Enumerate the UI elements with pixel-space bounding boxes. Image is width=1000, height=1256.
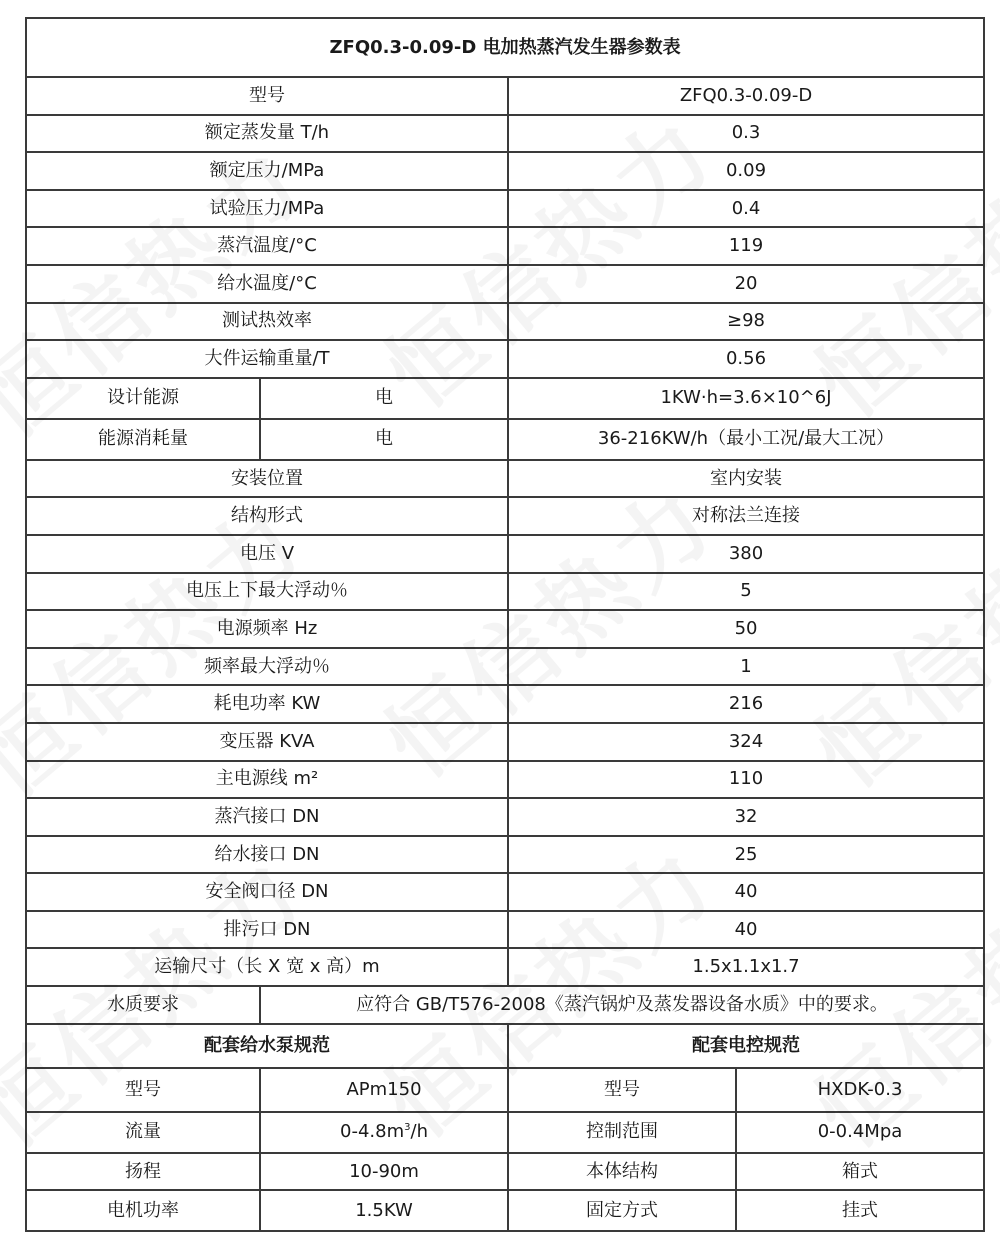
row-label: 安装位置 bbox=[26, 460, 508, 498]
table-row bbox=[26, 1068, 984, 1112]
table-row bbox=[26, 873, 984, 911]
pump-value: APm150 bbox=[260, 1068, 508, 1112]
table-row bbox=[26, 460, 984, 498]
pump-value: 1.5KW bbox=[260, 1190, 508, 1231]
pump-label: 扬程 bbox=[26, 1153, 260, 1191]
row-value: 32 bbox=[508, 798, 984, 836]
table-row bbox=[26, 115, 984, 153]
table-row bbox=[26, 152, 984, 190]
row-label: 运输尺寸（长 X 宽 x 高）m bbox=[26, 948, 508, 986]
control-value: HXDK-0.3 bbox=[736, 1068, 984, 1112]
row-label: 排污口 DN bbox=[26, 911, 508, 949]
table-row bbox=[26, 911, 984, 949]
table-row-water-quality bbox=[26, 986, 984, 1024]
row-label: 主电源线 m² bbox=[26, 761, 508, 799]
row-value: 室内安装 bbox=[508, 460, 984, 498]
table-row bbox=[26, 610, 984, 648]
row-value: 25 bbox=[508, 836, 984, 874]
row-value: 0.09 bbox=[508, 152, 984, 190]
pump-label: 流量 bbox=[26, 1112, 260, 1153]
row-label: 试验压力/MPa bbox=[26, 190, 508, 228]
row-label: 额定压力/MPa bbox=[26, 152, 508, 190]
table-title: ZFQ0.3-0.09-D 电加热蒸汽发生器参数表 bbox=[26, 18, 984, 77]
row-label: 给水温度/°C bbox=[26, 265, 508, 303]
table-row bbox=[26, 77, 984, 115]
row-label: 设计能源 bbox=[26, 378, 260, 419]
row-label: 能源消耗量 bbox=[26, 419, 260, 460]
pump-value bbox=[260, 1112, 508, 1153]
row-value: 1 bbox=[508, 648, 984, 686]
energy-type: 电 bbox=[260, 419, 508, 460]
row-label: 测试热效率 bbox=[26, 303, 508, 341]
row-value: 0.4 bbox=[508, 190, 984, 228]
row-label: 蒸汽温度/°C bbox=[26, 227, 508, 265]
table-row bbox=[26, 265, 984, 303]
row-label: 给水接口 DN bbox=[26, 836, 508, 874]
row-label: 耗电功率 KW bbox=[26, 685, 508, 723]
row-label: 大件运输重量/T bbox=[26, 340, 508, 378]
row-value: 380 bbox=[508, 535, 984, 573]
row-value: 324 bbox=[508, 723, 984, 761]
control-value: 挂式 bbox=[736, 1190, 984, 1231]
flow-value: 0-4.8m bbox=[340, 1121, 405, 1143]
row-value: 110 bbox=[508, 761, 984, 799]
row-value: ≥98 bbox=[508, 303, 984, 341]
row-value: 216 bbox=[508, 685, 984, 723]
spec-table bbox=[25, 17, 985, 1232]
table-row bbox=[26, 685, 984, 723]
table-row bbox=[26, 340, 984, 378]
section-header-row bbox=[26, 1024, 984, 1068]
row-value: 40 bbox=[508, 911, 984, 949]
table-row bbox=[26, 303, 984, 341]
row-label: 安全阀口径 DN bbox=[26, 873, 508, 911]
row-value: 40 bbox=[508, 873, 984, 911]
table-row-energy bbox=[26, 378, 984, 419]
table-row bbox=[26, 761, 984, 799]
row-value: 0.3 bbox=[508, 115, 984, 153]
control-value: 箱式 bbox=[736, 1153, 984, 1191]
pump-label: 型号 bbox=[26, 1068, 260, 1112]
superscript: 3 bbox=[404, 1122, 411, 1134]
control-value: 0-0.4Mpa bbox=[736, 1112, 984, 1153]
row-label: 水质要求 bbox=[26, 986, 260, 1024]
table-row bbox=[26, 723, 984, 761]
row-value: 对称法兰连接 bbox=[508, 497, 984, 535]
control-section-header: 配套电控规范 bbox=[508, 1024, 984, 1068]
row-label: 电源频率 Hz bbox=[26, 610, 508, 648]
row-label: 型号 bbox=[26, 77, 508, 115]
table-row bbox=[26, 836, 984, 874]
table-row bbox=[26, 948, 984, 986]
flow-unit: /h bbox=[410, 1121, 428, 1143]
row-label: 结构形式 bbox=[26, 497, 508, 535]
row-value: 1.5x1.1x1.7 bbox=[508, 948, 984, 986]
control-label: 控制范围 bbox=[508, 1112, 736, 1153]
row-value: 36-216KW/h（最小工况/最大工况） bbox=[508, 419, 984, 460]
table-row-energy bbox=[26, 419, 984, 460]
row-label: 蒸汽接口 DN bbox=[26, 798, 508, 836]
table-row bbox=[26, 1153, 984, 1191]
table-row bbox=[26, 1112, 984, 1153]
pump-label: 电机功率 bbox=[26, 1190, 260, 1231]
table-row bbox=[26, 1190, 984, 1231]
row-value: 应符合 GB/T576-2008《蒸汽锅炉及蒸发器设备水质》中的要求。 bbox=[260, 986, 984, 1024]
table-row bbox=[26, 497, 984, 535]
table-row bbox=[26, 227, 984, 265]
row-label: 频率最大浮动％ bbox=[26, 648, 508, 686]
row-value: 5 bbox=[508, 573, 984, 611]
energy-type: 电 bbox=[260, 378, 508, 419]
table-row bbox=[26, 190, 984, 228]
row-label: 额定蒸发量 T/h bbox=[26, 115, 508, 153]
row-value: 1KW·h=3.6×10^6J bbox=[508, 378, 984, 419]
control-label: 固定方式 bbox=[508, 1190, 736, 1231]
table-row bbox=[26, 573, 984, 611]
pump-section-header: 配套给水泵规范 bbox=[26, 1024, 508, 1068]
row-value: 119 bbox=[508, 227, 984, 265]
row-value: 50 bbox=[508, 610, 984, 648]
pump-value: 10-90m bbox=[260, 1153, 508, 1191]
row-value: 0.56 bbox=[508, 340, 984, 378]
table-row bbox=[26, 798, 984, 836]
row-label: 电压上下最大浮动％ bbox=[26, 573, 508, 611]
control-label: 型号 bbox=[508, 1068, 736, 1112]
row-value: ZFQ0.3-0.09-D bbox=[508, 77, 984, 115]
control-label: 本体结构 bbox=[508, 1153, 736, 1191]
table-row bbox=[26, 535, 984, 573]
row-label: 变压器 KVA bbox=[26, 723, 508, 761]
row-value: 20 bbox=[508, 265, 984, 303]
table-row bbox=[26, 648, 984, 686]
row-label: 电压 V bbox=[26, 535, 508, 573]
